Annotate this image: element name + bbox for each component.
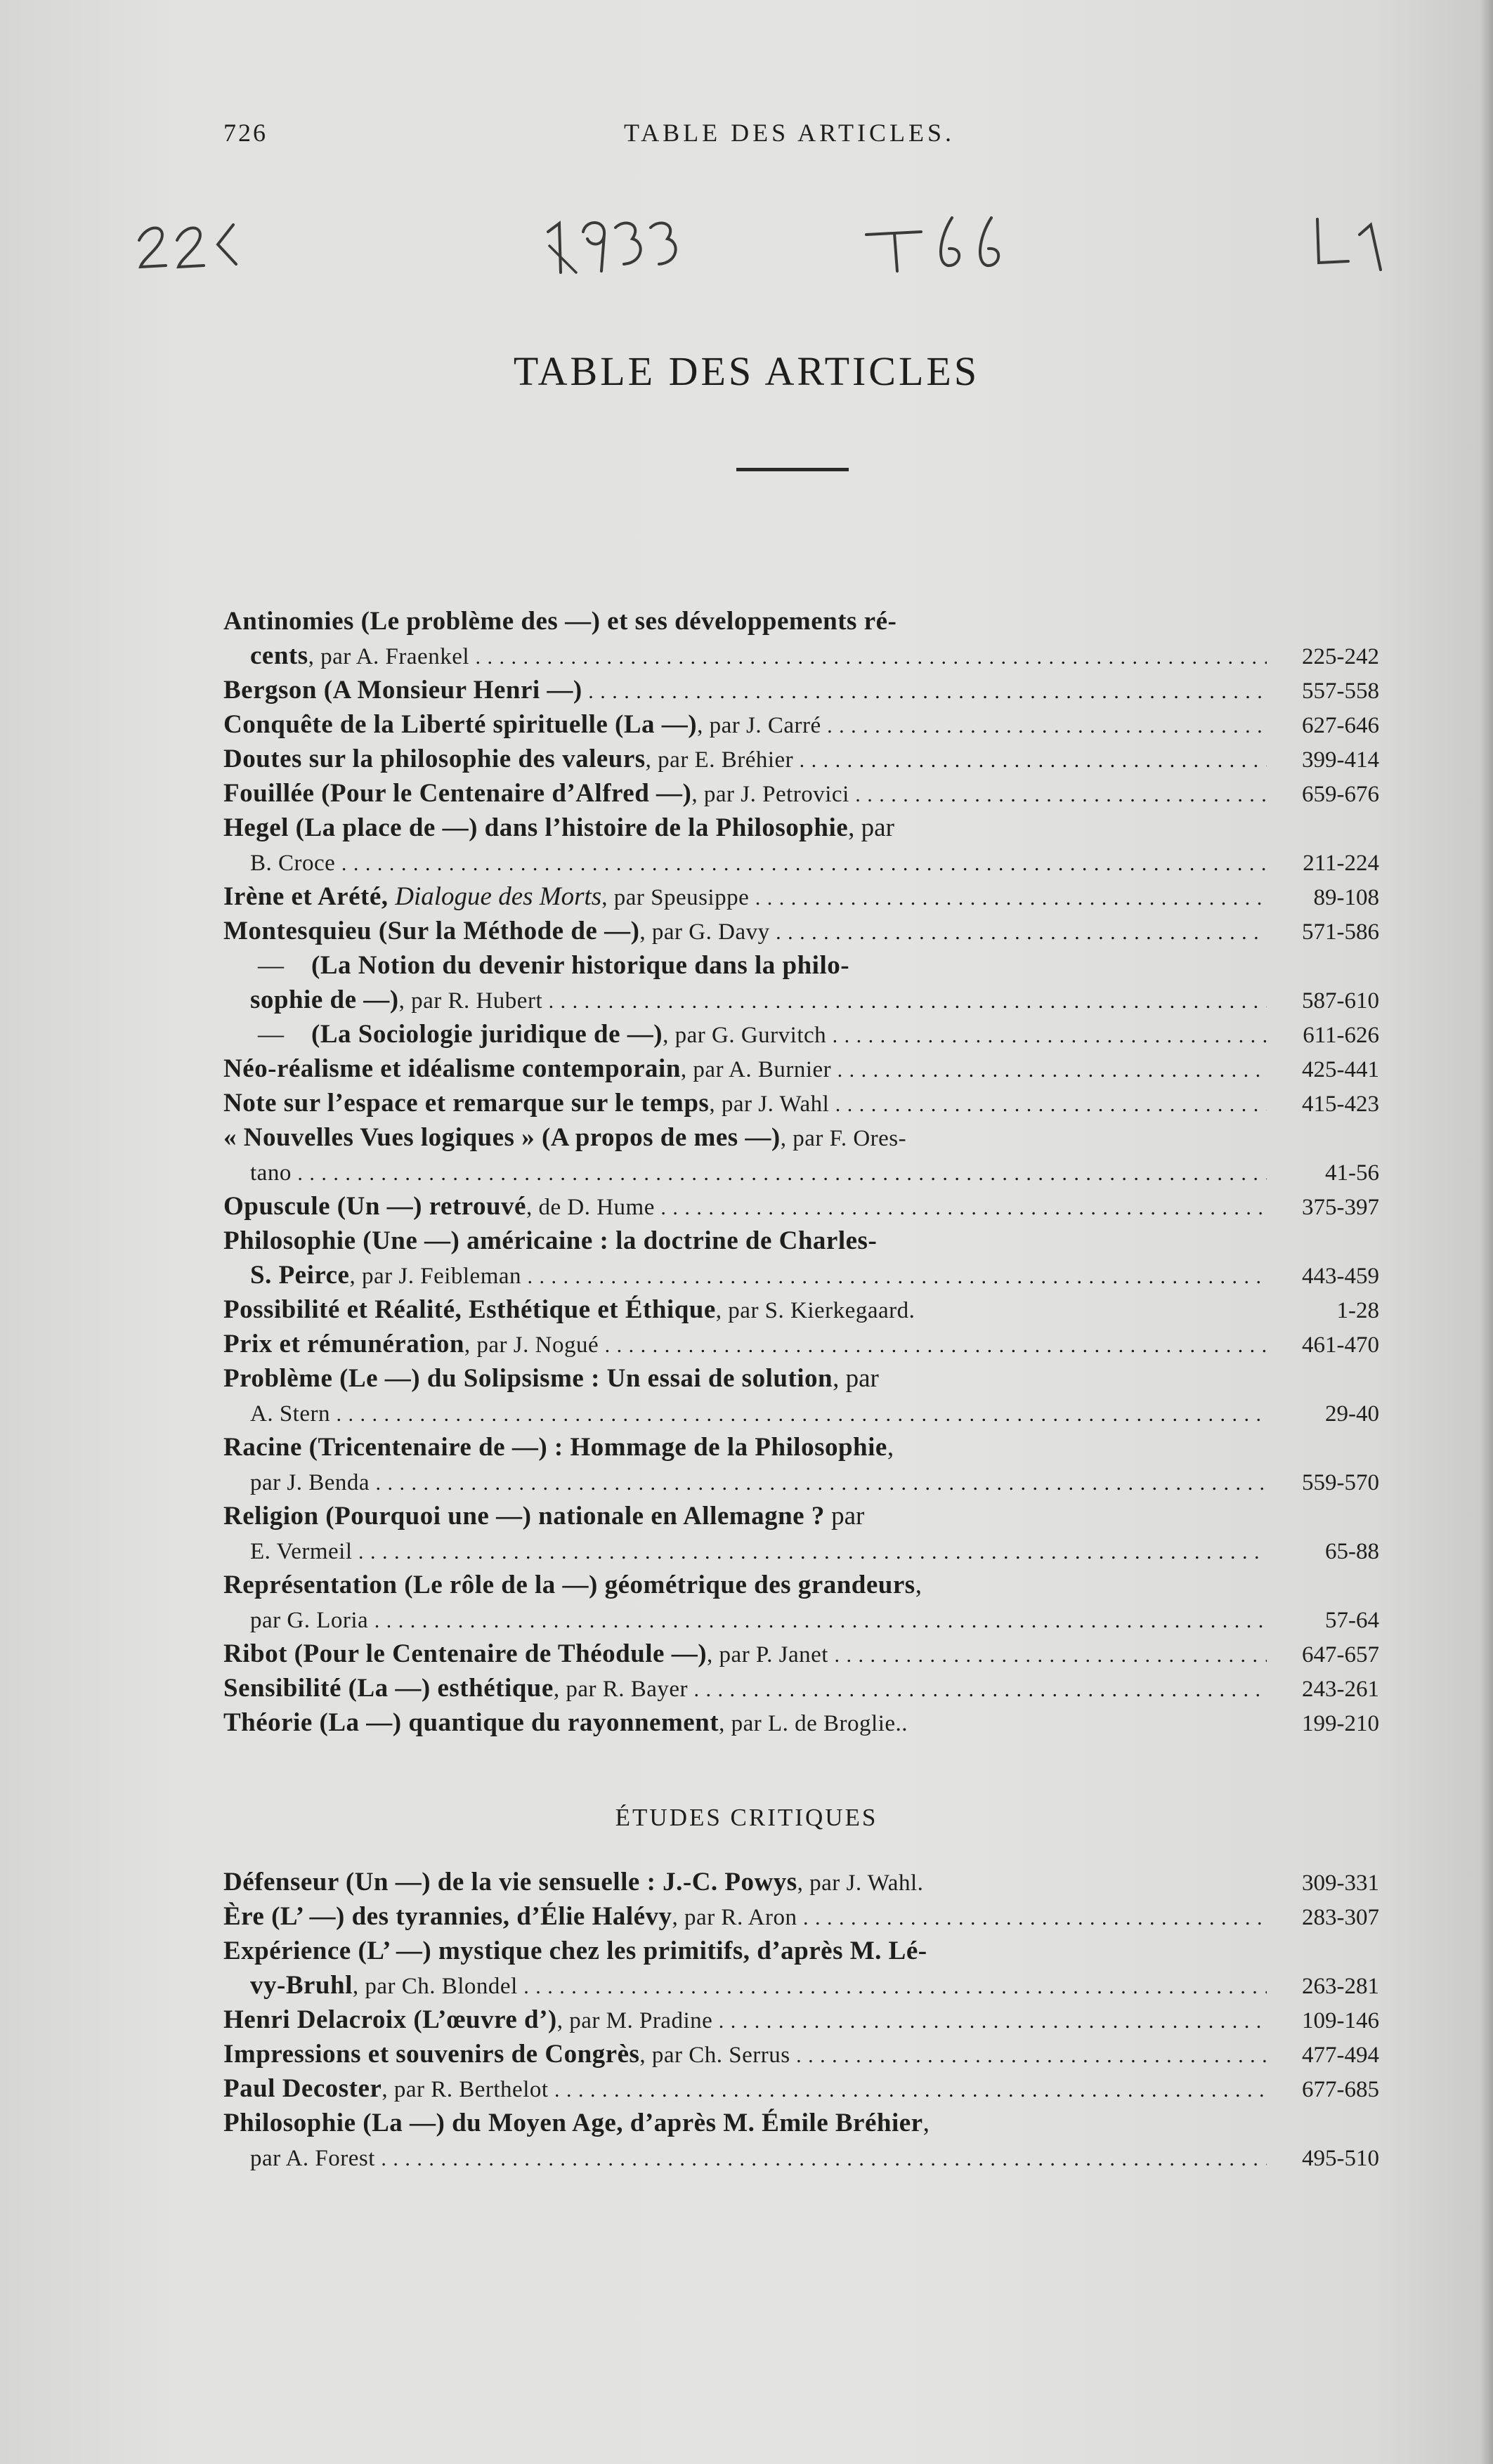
entry-author: , par Speusippe — [601, 885, 750, 910]
entry-title: Henri Delacroix (L’œuvre d’) — [223, 2005, 557, 2034]
page-range: 557-558 — [1302, 679, 1379, 704]
toc-entry — [223, 948, 1379, 1017]
toc-entry — [223, 673, 1379, 707]
entry-title: Conquête de la Liberté spirituelle (La —) — [223, 710, 698, 739]
toc-entry-line — [223, 1258, 1379, 1292]
toc-entry — [223, 1430, 1379, 1499]
handwritten-note-t66 — [861, 204, 1029, 281]
etudes-critiques-list — [223, 1865, 1379, 2175]
toc-entry-line — [223, 879, 1379, 914]
running-title: TABLE DES ARTICLES. — [624, 119, 955, 147]
entry-text — [223, 707, 1267, 742]
pencil-scribble-icon — [541, 204, 689, 281]
entry-title: Paul Decoster — [223, 2074, 382, 2103]
entry-text — [223, 1051, 1267, 1086]
entry-author: , par R. Bayer — [553, 1677, 689, 1702]
entry-title: Antinomies (Le problème des —) et ses développements ré- — [223, 607, 897, 636]
toc-entry-line — [223, 1396, 1379, 1430]
toc-entry-line — [223, 1155, 1379, 1189]
entry-author: , par J. Petrovici — [691, 782, 849, 807]
page-range: 587-610 — [1302, 988, 1379, 1014]
toc-entry — [223, 2037, 1379, 2071]
page-range: 29-40 — [1325, 1401, 1379, 1427]
entry-author: , par J. Wahl. — [797, 1870, 924, 1896]
toc-entry-line — [223, 1327, 1379, 1361]
page-range: 263-281 — [1302, 1974, 1379, 1999]
entry-title: Doutes sur la philosophie des valeurs — [223, 745, 646, 773]
entry-title: Opuscule (Un —) retrouvé — [223, 1192, 526, 1221]
entry-title: Ère (L’ —) des tyrannies, d’Élie Halévy — [223, 1902, 672, 1931]
page-range: 415-423 — [1302, 1092, 1379, 1117]
page-range: 1-28 — [1336, 1298, 1379, 1323]
toc-entry-line — [223, 2106, 1379, 2140]
entry-title: Possibilité et Réalité, Esthétique et Éthique — [223, 1295, 716, 1324]
entry-title: Montesquieu (Sur la Méthode de —) — [223, 917, 640, 945]
handwritten-note-225 — [133, 204, 274, 281]
toc-entry-line — [223, 1533, 1379, 1568]
toc-entry-line — [223, 1602, 1379, 1637]
entry-title: Ribot (Pour le Centenaire de Théodule —) — [223, 1639, 708, 1668]
entry-author: , par M. Pradine — [556, 2008, 713, 2033]
ditto-dash: — — [258, 1020, 284, 1049]
title-divider — [736, 468, 849, 471]
entry-author: Dialogue des Morts — [395, 882, 602, 911]
entry-author: , — [915, 1571, 922, 1599]
entry-text — [250, 1258, 1267, 1292]
toc-entry — [223, 1086, 1379, 1120]
toc-entry — [223, 1017, 1379, 1051]
entry-title: Racine (Tricentenaire de —) : Hommage de la Philosophie — [223, 1433, 887, 1462]
section-heading: ÉTUDES CRITIQUES — [615, 1804, 878, 1831]
toc-entry-line — [223, 2003, 1379, 2037]
toc-entry-line — [223, 1464, 1379, 1499]
entry-text — [223, 1086, 1267, 1120]
toc-entry-line — [223, 1086, 1379, 1120]
page-range: 225-242 — [1302, 644, 1379, 669]
entry-author: , par F. Ores- — [780, 1126, 907, 1151]
entry-text — [223, 1327, 1267, 1361]
entry-text — [250, 638, 1267, 673]
page-range: 425-441 — [1302, 1057, 1379, 1082]
entry-author: par — [824, 1502, 865, 1531]
entry-author: E. Vermeil — [250, 1539, 353, 1564]
entry-text — [223, 673, 1267, 707]
toc-entry — [223, 1499, 1379, 1568]
page-number: 726 — [223, 119, 268, 147]
entry-text — [223, 1123, 906, 1152]
entry-title: Théorie (La —) quantique du rayonnement — [223, 1708, 719, 1737]
entry-text — [223, 1899, 1267, 1934]
entry-text — [223, 1705, 1267, 1740]
entry-text — [223, 1502, 864, 1531]
entry-text — [223, 776, 1267, 811]
toc-entry-line — [223, 742, 1379, 776]
entry-author: , par J. Wahl — [709, 1092, 830, 1117]
pencil-scribble-icon — [1303, 204, 1395, 281]
toc-entry — [223, 1568, 1379, 1637]
entry-title: Défenseur (Un —) de la vie sensuelle : J.-C. Powys — [223, 1868, 797, 1896]
page-range: 211-224 — [1303, 851, 1379, 876]
entry-text — [223, 1671, 1267, 1705]
page-range: 611-626 — [1303, 1023, 1379, 1048]
toc-entry-line — [223, 1189, 1379, 1224]
toc-entry-line — [223, 983, 1379, 1017]
toc-entry — [223, 2071, 1379, 2106]
entry-author: , par G. Gurvitch — [663, 1023, 827, 1048]
toc-entry — [223, 1361, 1379, 1430]
entry-text — [223, 1364, 879, 1393]
handwritten-note-l1 — [1303, 204, 1395, 281]
page-range: 443-459 — [1302, 1264, 1379, 1289]
entry-title: Irène et Arété, — [223, 882, 396, 911]
entry-author: , par A. Burnier — [680, 1057, 832, 1082]
toc-entry-line — [223, 1671, 1379, 1705]
entry-title: Hegel (La place de —) dans l’histoire de la Philosophie — [223, 813, 849, 842]
entry-text — [223, 2109, 930, 2137]
entry-text — [223, 1865, 1267, 1899]
entry-text — [223, 742, 1267, 776]
entry-text — [223, 914, 1267, 948]
toc-entry-line — [223, 1568, 1379, 1602]
entry-author: A. Stern — [250, 1401, 330, 1427]
toc-entry-line — [223, 776, 1379, 811]
page-range: 57-64 — [1325, 1608, 1379, 1633]
page-range: 109-146 — [1302, 2008, 1379, 2033]
toc-entry-line — [223, 845, 1379, 879]
entry-title: sophie de —) — [250, 985, 399, 1014]
toc-entry — [223, 1189, 1379, 1224]
entry-author: , par R. Hubert — [398, 988, 543, 1014]
toc-entry-line — [223, 2071, 1379, 2106]
entry-author: , par J. Nogué — [464, 1332, 599, 1358]
entry-title: Prix et rémunération — [223, 1330, 464, 1358]
page-range: 243-261 — [1302, 1677, 1379, 1702]
entry-title: Impressions et souvenirs de Congrès — [223, 2040, 640, 2069]
entry-text — [223, 1571, 922, 1599]
entry-title: Problème (Le —) du Solipsisme : Un essai de solution — [223, 1364, 833, 1393]
entry-title: Philosophie (La —) du Moyen Age, d’après M. Émile Bréhier — [223, 2109, 923, 2137]
toc-entry — [223, 1705, 1379, 1740]
entry-title: « Nouvelles Vues logiques » (A propos de mes —) — [223, 1123, 781, 1152]
page-range: 647-657 — [1302, 1642, 1379, 1667]
toc-entry-line — [223, 1499, 1379, 1533]
entry-text — [250, 1155, 1267, 1189]
page-range: 309-331 — [1302, 1870, 1379, 1896]
entry-text — [250, 845, 1267, 879]
toc-entry-line — [223, 914, 1379, 948]
entry-title: Religion (Pourquoi une —) nationale en Allemagne ? — [223, 1502, 825, 1531]
page-range: 89-108 — [1313, 885, 1379, 910]
toc-entry — [223, 776, 1379, 811]
entry-author: par A. Forest — [250, 2146, 375, 2171]
entry-title: S. Peirce — [250, 1261, 350, 1290]
entry-text — [223, 951, 849, 980]
toc-entry-line — [223, 948, 1379, 983]
articles-list — [223, 604, 1379, 1740]
entry-author: , par G. Davy — [639, 919, 770, 945]
toc-entry-line — [223, 1017, 1379, 1051]
entry-text — [250, 1968, 1267, 2003]
toc-entry — [223, 1120, 1379, 1189]
entry-title: Représentation (Le rôle de la —) géométrique des grandeurs — [223, 1571, 915, 1599]
toc-entry-line — [223, 1637, 1379, 1671]
entry-author: par J. Benda — [250, 1470, 370, 1495]
entry-author: , par Ch. Serrus — [639, 2043, 790, 2068]
toc-entry — [223, 1327, 1379, 1361]
entry-text — [223, 2003, 1267, 2037]
toc-entry — [223, 1671, 1379, 1705]
pencil-scribble-icon — [861, 204, 1029, 281]
entry-author: B. Croce — [250, 851, 336, 876]
page-range: 495-510 — [1302, 2146, 1379, 2171]
entry-author: , par Ch. Blondel — [352, 1974, 518, 1999]
entry-text — [250, 1533, 1267, 1568]
entry-author: , par A. Fraenkel — [308, 644, 470, 669]
toc-entry-line — [223, 1224, 1379, 1258]
entry-title: Fouillée (Pour le Centenaire d’Alfred —) — [223, 779, 692, 808]
toc-entry-line — [223, 1361, 1379, 1396]
toc-entry — [223, 1292, 1379, 1327]
page-range: 559-570 — [1302, 1470, 1379, 1495]
toc-entry-line — [223, 673, 1379, 707]
entry-author: , de D. Hume — [526, 1195, 655, 1220]
entry-title: Bergson (A Monsieur Henri —) — [223, 676, 582, 705]
toc-entry-line — [223, 707, 1379, 742]
toc-entry — [223, 1899, 1379, 1934]
entry-author: , par — [833, 1364, 879, 1393]
toc-entry-line — [223, 638, 1379, 673]
entry-title: Néo-réalisme et idéalisme contemporain — [223, 1054, 681, 1083]
page-range: 375-397 — [1302, 1195, 1379, 1220]
entry-title: vy-Bruhl — [250, 1971, 353, 2000]
entry-author: , par E. Bréhier — [645, 747, 794, 773]
toc-entry-line — [223, 1968, 1379, 2003]
entry-author: tano — [250, 1160, 292, 1186]
toc-entry-line — [223, 811, 1379, 845]
toc-entry — [223, 1934, 1379, 2003]
running-head — [223, 118, 1377, 153]
entry-text — [223, 1637, 1267, 1671]
toc-entry — [223, 742, 1379, 776]
entry-text — [223, 2037, 1267, 2071]
entry-text — [250, 983, 1267, 1017]
toc-entry — [223, 707, 1379, 742]
entry-author: par G. Loria — [250, 1608, 369, 1633]
page-range: 65-88 — [1325, 1539, 1379, 1564]
entry-text — [223, 1017, 1267, 1051]
entry-title: cents — [250, 641, 308, 670]
toc-entry-line — [223, 2140, 1379, 2175]
entry-author: , par — [848, 813, 894, 842]
toc-entry-line — [223, 1865, 1379, 1899]
toc-entry-line — [223, 1705, 1379, 1740]
entry-text — [250, 1396, 1267, 1430]
entry-text — [250, 1602, 1267, 1637]
page-range: 283-307 — [1302, 1905, 1379, 1930]
entry-title: Note sur l’espace et remarque sur le temps — [223, 1089, 710, 1118]
toc-entry — [223, 604, 1379, 673]
entry-text — [223, 1292, 1267, 1327]
entry-author: , par R. Aron — [672, 1905, 797, 1930]
page-range: 461-470 — [1302, 1332, 1379, 1358]
entry-text — [223, 879, 1267, 914]
entry-author: , par S. Kierkegaard. — [715, 1298, 915, 1323]
entry-author: , par J. Carré — [697, 713, 821, 738]
entry-text — [250, 1464, 1267, 1499]
toc-entry — [223, 1224, 1379, 1292]
entry-text — [223, 1433, 894, 1462]
entry-author: , par R. Berthelot — [382, 2077, 549, 2102]
toc-entry-line — [223, 1934, 1379, 1968]
toc-entry-line — [223, 604, 1379, 638]
entry-title: Expérience (L’ —) mystique chez les primitifs, d’après M. Lé- — [223, 1937, 927, 1965]
entry-text — [250, 2140, 1267, 2175]
entry-author: , par L. de Broglie.. — [719, 1711, 908, 1736]
page-range: 571-586 — [1302, 919, 1379, 945]
toc-entry — [223, 1637, 1379, 1671]
toc-entry — [223, 2106, 1379, 2175]
entry-title: Sensibilité (La —) esthétique — [223, 1674, 554, 1703]
entry-author: , — [887, 1433, 894, 1462]
entry-title: Philosophie (Une —) américaine : la doctrine de Charles- — [223, 1226, 878, 1255]
page-range: 41-56 — [1325, 1160, 1379, 1186]
entry-title: (La Notion du devenir historique dans la philo- — [311, 951, 850, 980]
entry-text — [223, 1937, 927, 1965]
toc-entry — [223, 1865, 1379, 1899]
toc-entry — [223, 2003, 1379, 2037]
toc-entry-line — [223, 1120, 1379, 1155]
page-range: 659-676 — [1302, 782, 1379, 807]
entry-title: (La Sociologie juridique de —) — [311, 1020, 663, 1049]
entry-text — [223, 813, 894, 842]
toc-entry — [223, 914, 1379, 948]
page-range: 677-685 — [1302, 2077, 1379, 2102]
entry-text — [223, 2071, 1267, 2106]
page-range: 199-210 — [1302, 1711, 1379, 1736]
pencil-scribble-icon — [133, 204, 274, 281]
page-range: 477-494 — [1302, 2043, 1379, 2068]
entry-author: , — [922, 2109, 930, 2137]
entry-text — [223, 607, 897, 636]
entry-text — [223, 1226, 877, 1255]
page-title: TABLE DES ARTICLES — [513, 348, 980, 394]
toc-entry-line — [223, 1051, 1379, 1086]
ditto-dash: — — [258, 951, 284, 980]
toc-entry-line — [223, 2037, 1379, 2071]
toc-entry — [223, 811, 1379, 879]
toc-entry — [223, 879, 1379, 914]
toc-entry-line — [223, 1899, 1379, 1934]
page-range: 627-646 — [1302, 713, 1379, 738]
handwritten-note-1939 — [541, 204, 689, 281]
entry-author: , par J. Feibleman — [349, 1264, 522, 1289]
toc-entry-line — [223, 1430, 1379, 1464]
entry-text — [223, 1189, 1267, 1224]
page-range: 399-414 — [1302, 747, 1379, 773]
toc-entry-line — [223, 1292, 1379, 1327]
toc-entry — [223, 1051, 1379, 1086]
entry-author: , par P. Janet — [707, 1642, 828, 1667]
